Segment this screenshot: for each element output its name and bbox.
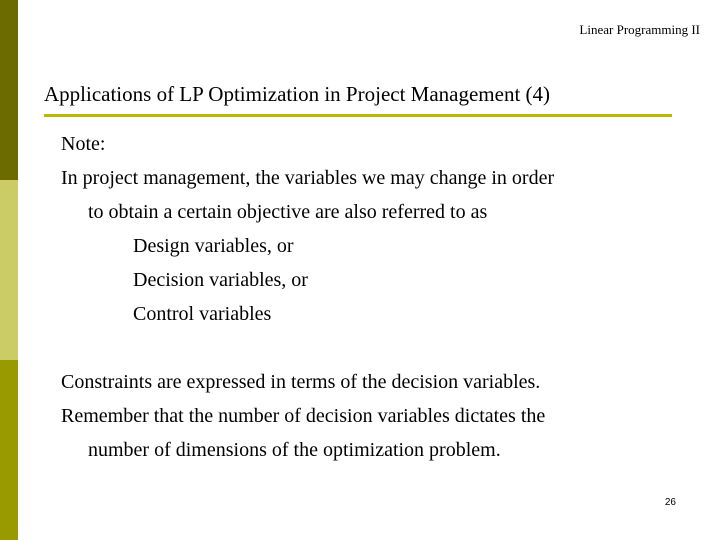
list-item: Decision variables, or [133, 269, 308, 291]
list-item: Control variables [133, 303, 272, 325]
list-item: Design variables, or [133, 235, 294, 257]
paragraph-line: In project management, the variables we may change in order [61, 167, 555, 189]
slide-body [61, 127, 701, 467]
slide-header: Linear Programming II [579, 22, 700, 37]
slide-title: Applications of LP Optimization in Project Management (4) [44, 82, 551, 106]
side-bar-middle [0, 180, 18, 360]
page-number: 26 [664, 497, 676, 508]
paragraph-line: number of dimensions of the optimization problem. [88, 439, 501, 461]
paragraph-line: to obtain a certain objective are also referred to as [88, 201, 488, 223]
side-bar-bottom [0, 360, 18, 540]
note-label: Note: [61, 133, 106, 155]
paragraph-line: Constraints are expressed in terms of the decision variables. [61, 371, 541, 393]
title-underline [44, 114, 672, 117]
side-bar-top [0, 0, 18, 180]
paragraph-line: Remember that the number of decision variables dictates the [61, 405, 546, 427]
